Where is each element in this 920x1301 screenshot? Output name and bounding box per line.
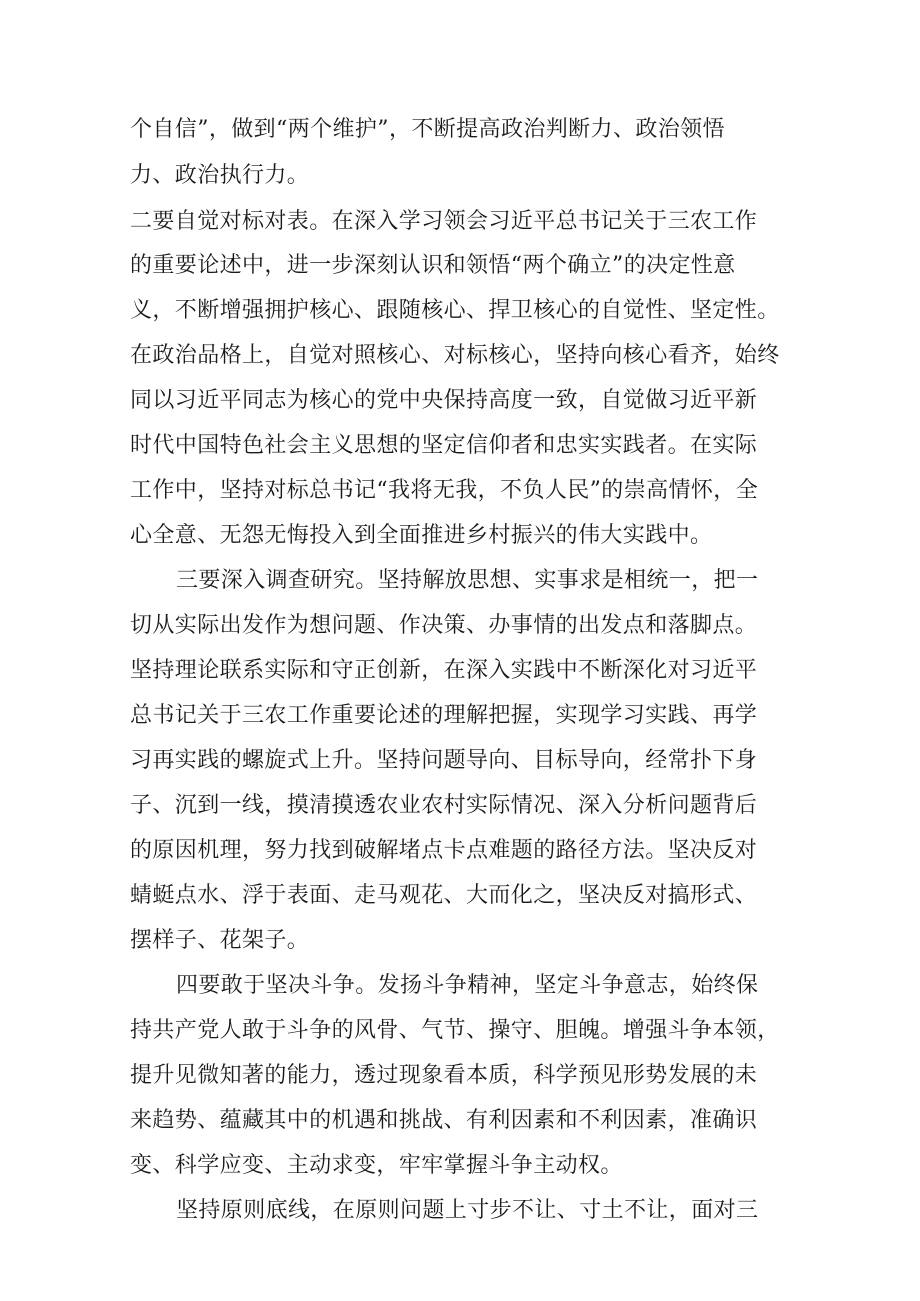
text-line: 提升见微知著的能力，透过现象看本质，科学预见形势发展的未 — [130, 1063, 758, 1088]
text-line: 工作中，坚持对标总书记“我将无我，不负人民”的崇高情怀，全 — [130, 478, 759, 503]
text-line: 心全意、无怨无悔投入到全面推进乡村振兴的伟大实践中。 — [130, 523, 713, 548]
text-line: 蜻蜓点水、浮于表面、走马观花、大而化之，坚决反对搞形式、 — [130, 883, 758, 908]
text-line: 同以习近平同志为核心的党中央保持高度一致，自觉做习近平新 — [130, 388, 758, 413]
text-line: 的重要论述中，进一步深刻认识和领悟“两个确立”的决定性意 — [130, 253, 736, 278]
text-line: 总书记关于三农工作重要论述的理解把握，实现学习实践、再学 — [130, 703, 758, 728]
text-line: 变、科学应变、主动求变，牢牢掌握斗争主动权。 — [130, 1153, 623, 1178]
text-line: 来趋势、蕴藏其中的机遇和挑战、有利因素和不利因素，准确识 — [130, 1108, 758, 1133]
text-line: 摆样子、花架子。 — [130, 928, 310, 953]
text-line: 二要自觉对标对表。在深入学习领会习近平总书记关于三农工作 — [130, 209, 758, 234]
text-line: 坚持理论联系实际和守正创新，在深入实践中不断深化对习近平 — [130, 658, 758, 683]
text-line: 坚持原则底线，在原则问题上寸步不让、寸土不让，面对三 — [176, 1198, 759, 1223]
text-line: 三要深入调查研究。坚持解放思想、实事求是相统一，把一 — [176, 568, 759, 593]
text-line: 个自信”，做到“两个维护”，不断提高政治判断力、政治领悟 — [130, 117, 725, 142]
text-line: 时代中国特色社会主义思想的坚定信仰者和忠实实践者。在实际 — [130, 433, 758, 458]
text-line: 的原因机理，努力找到破解堵点卡点难题的路径方法。坚决反对 — [130, 838, 758, 863]
text-line: 力、政治执行力。 — [130, 163, 310, 188]
text-line: 切从实际出发作为想问题、作决策、办事情的出发点和落脚点。 — [130, 613, 758, 638]
text-line: 四要敢于坚决斗争。发扬斗争精神，坚定斗争意志，始终保 — [176, 973, 759, 998]
text-line: 在政治品格上，自觉对照核心、对标核心，坚持向核心看齐，始终 — [130, 343, 780, 368]
text-line: 义，不断增强拥护核心、跟随核心、捍卫核心的自觉性、坚定性。 — [130, 298, 780, 323]
text-line: 持共产党人敢于斗争的风骨、气节、操守、胆魄。增强斗争本领， — [130, 1018, 780, 1043]
text-line: 习再实践的螺旋式上升。坚持问题导向、目标导向，经常扑下身 — [130, 748, 758, 773]
text-line: 子、沉到一线，摸清摸透农业农村实际情况、深入分析问题背后 — [130, 793, 758, 818]
